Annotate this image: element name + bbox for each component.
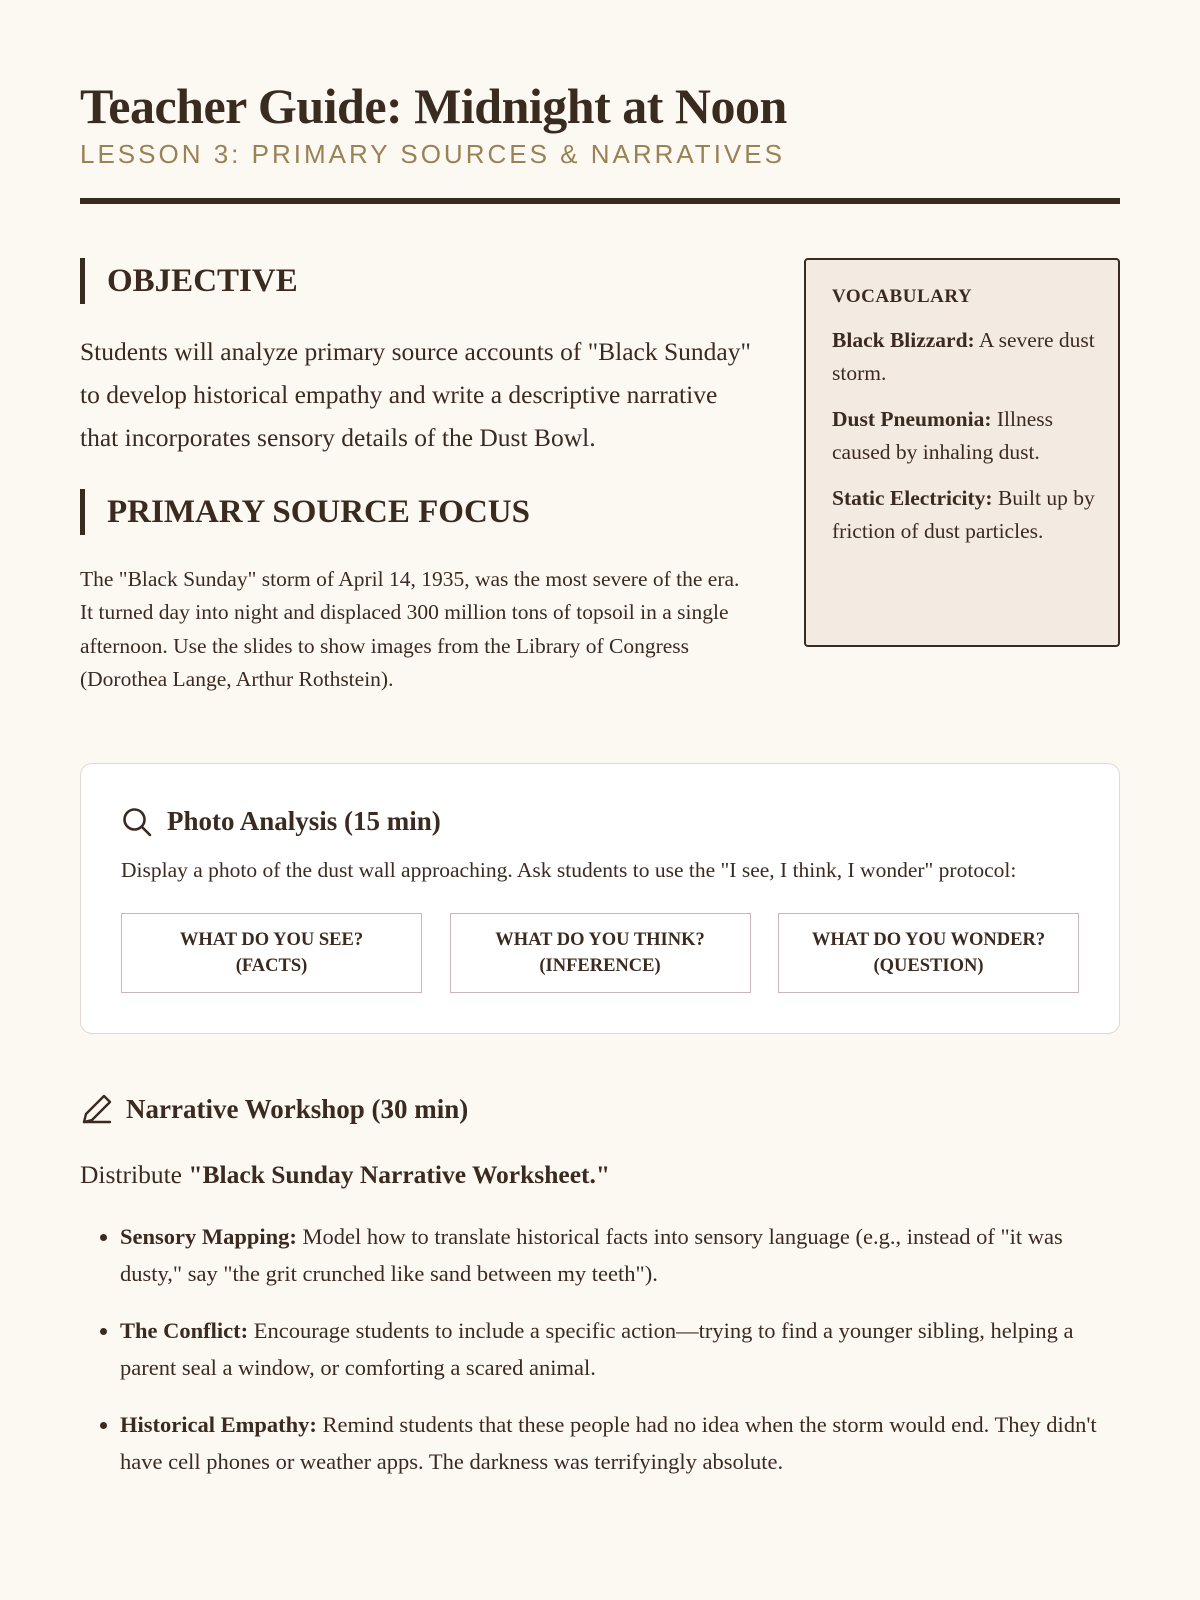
- vocab-item: [832, 482, 1102, 549]
- list-item: [120, 1406, 1120, 1480]
- primary-source-text: The "Black Sunday" storm of April 14, 1935, was the most severe of the era. It turned day into night and displaced 300 million tons of topsoil in a single afternoon. Use the slides to show images from the Library of Congress (Dorothea Lange, Arthur Rothstein).: [80, 566, 740, 691]
- photo-analysis-card: [80, 763, 1120, 1035]
- protocol-box-wonder: [778, 913, 1079, 993]
- vocab-definition: Illness caused by inhaling dust.: [832, 406, 1053, 464]
- list-item-label: The Conflict:: [120, 1318, 249, 1343]
- page-title: Teacher Guide: Midnight at Noon: [80, 78, 787, 134]
- protocol-boxes: [121, 913, 1079, 993]
- list-item-text: Model how to translate historical facts into sensory language (e.g., instead of "it was dusty," say "the grit crunched like sand between my teeth").: [120, 1224, 1063, 1286]
- protocol-box-line: WHAT DO YOU SEE?: [179, 930, 364, 950]
- list-item: [120, 1218, 1120, 1292]
- protocol-box-line: (FACTS): [235, 956, 308, 976]
- narrative-workshop-title: Narrative Workshop (30 min): [126, 1093, 469, 1124]
- top-section: [80, 258, 1120, 697]
- protocol-box-line: (QUESTION): [873, 956, 984, 976]
- list-item-text: Remind students that these people had no idea when the storm would end. They didn't have cell phones or weather apps. The darkness was terrifyingly absolute.: [120, 1412, 1097, 1474]
- photo-analysis-description: Display a photo of the dust wall approaching. Ask students to use the "I see, I think, I wonder" protocol:: [121, 857, 1017, 882]
- header-divider: [80, 198, 1120, 204]
- protocol-box-think: [450, 913, 751, 993]
- protocol-box-see: [121, 913, 422, 993]
- vocab-definition: A severe dust storm.: [832, 327, 1095, 385]
- list-item-label: Sensory Mapping:: [120, 1224, 297, 1249]
- list-item-text: Encourage students to include a specific action—trying to find a younger sibling, helping a parent seal a window, or comforting a scared animal.: [120, 1318, 1074, 1380]
- objective-text: Students will analyze primary source accounts of "Black Sunday" to develop historical empathy and write a descriptive narrative that incorporates sensory details of the Dust Bowl.: [80, 336, 751, 452]
- vocab-term: Black Blizzard:: [832, 327, 975, 352]
- protocol-box-line: (INFERENCE): [539, 956, 661, 976]
- distribute-prefix: Distribute: [80, 1160, 189, 1189]
- workshop-list: [80, 1218, 1120, 1480]
- vocabulary-box: [804, 258, 1120, 647]
- distribute-text: [80, 1160, 1120, 1190]
- vocab-definition: Built up by friction of dust particles.: [832, 485, 1095, 543]
- photo-analysis-title: Photo Analysis (15 min): [167, 806, 441, 836]
- narrative-workshop-header: [80, 1092, 1120, 1126]
- list-item: [120, 1312, 1120, 1386]
- protocol-box-line: WHAT DO YOU WONDER?: [811, 930, 1046, 950]
- objective-heading: OBJECTIVE: [80, 258, 755, 304]
- vocabulary-heading: VOCABULARY: [832, 285, 973, 307]
- primary-source-heading: PRIMARY SOURCE FOCUS: [80, 489, 755, 535]
- vocab-item: [832, 403, 1102, 470]
- vocab-item: [832, 324, 1102, 391]
- worksheet-name: "Black Sunday Narrative Worksheet.": [188, 1160, 611, 1189]
- protocol-box-line: WHAT DO YOU THINK?: [495, 930, 705, 950]
- vocab-term: Static Electricity:: [832, 485, 993, 510]
- left-column: [80, 258, 755, 697]
- page-subtitle: LESSON 3: PRIMARY SOURCES & NARRATIVES: [80, 138, 785, 169]
- pencil-icon: [80, 1092, 114, 1126]
- photo-analysis-header: [121, 806, 1079, 838]
- vocab-term: Dust Pneumonia:: [832, 406, 992, 431]
- list-item-label: Historical Empathy:: [120, 1412, 317, 1437]
- search-icon: [121, 806, 153, 838]
